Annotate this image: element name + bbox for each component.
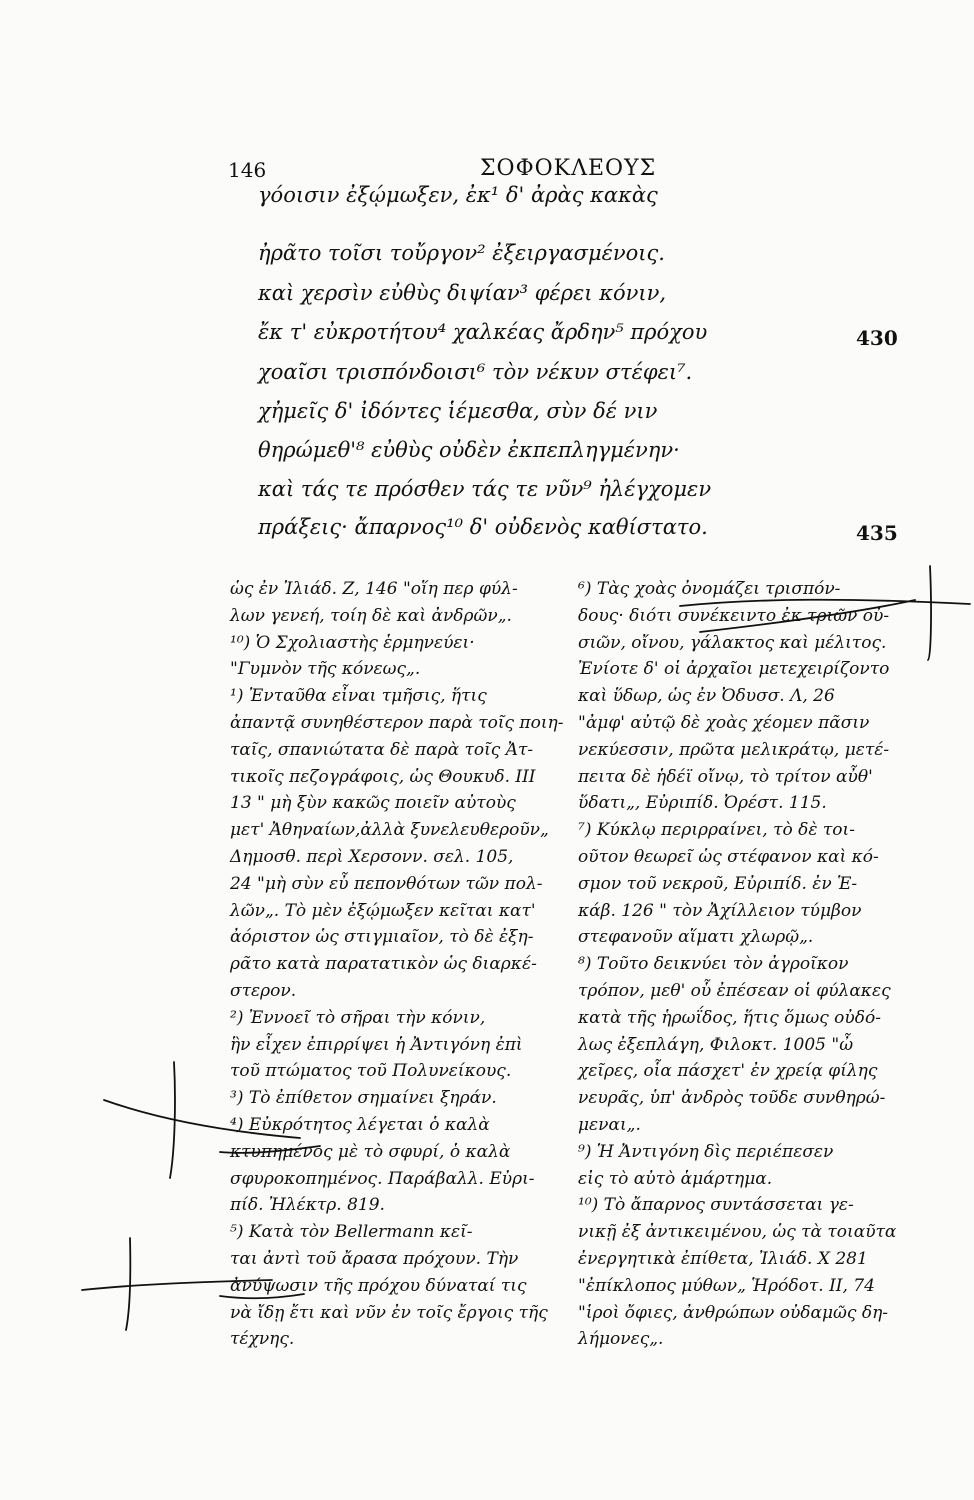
pen-stroke-right <box>680 600 970 606</box>
page-number: 146 <box>228 158 267 182</box>
footnote-line: κτυπημένος μὲ τὸ σφυρί, ὁ καλὰ <box>230 1141 511 1162</box>
footnote-line: πίδ. Ἠλέκτρ. 819. <box>230 1195 385 1216</box>
footnote-line: τέχνης. <box>230 1329 295 1350</box>
footnote-line: στεφανοῦν αἵματι χλωρῷ„. <box>578 927 814 948</box>
pen-cross-mark-left-2 <box>126 1238 130 1330</box>
footnote-line: ⁹) Ἡ Ἀντιγόνη δὶς περιέπεσεν <box>578 1141 834 1162</box>
footnote-line: ἐνεργητικὰ ἐπίθετα, Ἰλιάδ. Χ 281 <box>578 1248 868 1269</box>
footnote-line: 24 "μὴ σὺν εὖ πεπονθότων τῶν πολ- <box>230 873 543 894</box>
footnote-line: Ἐνίοτε δ' οἱ ἀρχαῖοι μετεχειρίζοντο <box>578 659 890 680</box>
footnote-line: "ἱροὶ ὄφιες, ἀνθρώπων οὐδαμῶς δη- <box>578 1302 889 1323</box>
footnote-line: ἀόριστον ὡς στιγμιαῖον, τὸ δὲ ἐξη- <box>230 927 534 948</box>
footnote-line: "ἐπίκλοπος μύθων„ Ἡρόδοτ. ΙΙ, 74 <box>578 1275 875 1296</box>
footnote-line: ἣν εἶχεν ἐπιρρίψει ἡ Ἀντιγόνη ἐπὶ <box>230 1034 523 1055</box>
footnote-line: ὡς ἐν Ἰλιάδ. Ζ, 146 "οἵη περ φύλ- <box>230 579 518 599</box>
footnote-line: ⁸) Τοῦτο δεικνύει τὸν ἀγροῖκον <box>578 954 849 975</box>
footnote-line: ¹) Ἐνταῦθα εἶναι τμῆσις, ἥτις <box>230 686 487 707</box>
footnote-line: νὰ ἴδῃ ἔτι καὶ νῦν ἐν τοῖς ἔργοις τῆς <box>230 1302 548 1323</box>
footnote-line: μετ' Ἀθηναίων,ἀλλὰ ξυνελευθεροῦν„ <box>230 820 549 841</box>
footnote-line: ⁷) Κύκλῳ περιρραίνει, τὸ δὲ τοι- <box>578 820 855 841</box>
verse-line: χοαῖσι τρισπόνδοισι⁶ τὸν νέκυν στέφει⁷. <box>258 360 693 384</box>
pen-underline-right <box>700 600 915 632</box>
footnote-line: εἰς τὸ αὐτὸ ἁμάρτημα. <box>578 1168 773 1189</box>
verse-line: ἠρᾶτο τοῖσι τοὔργον² ἐξειργασμένοις. <box>258 241 665 265</box>
footnote-line: ⁶) Τὰς χοὰς ὀνομάζει τρισπόν- <box>578 579 841 599</box>
pen-stroke-left-1 <box>104 1100 300 1138</box>
footnote-line: νικῇ ἐξ ἀντικειμένου, ὡς τὰ τοιαῦτα <box>578 1222 897 1243</box>
footnote-line: μεναι„. <box>578 1114 641 1135</box>
footnote-line: ὕδατι„, Εὐριπίδ. Ὀρέστ. 115. <box>578 793 827 814</box>
footnote-line: καὶ ὕδωρ, ὡς ἐν Ὀδυσσ. Λ, 26 <box>578 686 835 707</box>
footnote-line: λως ἐξεπλάγη, Φιλοκτ. 1005 "ὦ <box>578 1034 854 1055</box>
footnote-line: "Γυμνὸν τῆς κόνεως„. <box>230 659 421 680</box>
footnote-line: ταῖς, σπανιώτατα δὲ παρὰ τοῖς Ἀτ- <box>230 739 534 760</box>
footnote-line: οῦτον θεωρεῖ ὡς στέφανον καὶ κό- <box>578 846 879 867</box>
verse-line: πράξεις· ἄπαρνος¹⁰ δ' οὐδενὸς καθίστατο. <box>258 515 708 539</box>
verse-line: ἔκ τ' εὐκροτήτου⁴ χαλκέας ἄρδην⁵ πρόχου <box>258 320 708 344</box>
footnote-line: νευρᾶς, ὑπ' ἀνδρὸς τοῦδε συνθηρώ- <box>578 1088 886 1109</box>
verse-line: χἠμεῖς δ' ἰδόντες ἱέμεσθα, σὺν δέ νιν <box>258 399 658 423</box>
running-title: ΣΟΦΟΚΛΕΟΥΣ <box>480 156 657 181</box>
footnote-line: ¹⁰) Τὸ ἄπαρνος συντάσσεται γε- <box>578 1195 854 1216</box>
footnote-line: λῶν„. Τὸ μὲν ἐξῴμωξεν κεῖται κατ' <box>230 900 536 921</box>
footnote-line: τοῦ πτώματος τοῦ Πολυνείκους. <box>230 1061 512 1082</box>
footnote-line: λων γενεή, τοίη δὲ καὶ ἀνδρῶν„. <box>230 605 512 626</box>
footnote-line: κατὰ τῆς ἡρωΐδος, ἥτις ὅμως οὐδό- <box>578 1007 881 1028</box>
pen-cross-mark-right <box>928 566 931 660</box>
footnote-line: τικοῖς πεζογράφοις, ὡς Θουκυδ. III <box>230 766 536 787</box>
pen-underline-left <box>220 1294 304 1298</box>
footnote-line: Δημοσθ. περὶ Χερσονν. σελ. 105, <box>230 846 514 867</box>
footnote-line: ἀνύψωσιν τῆς πρόχου δύναταί τις <box>230 1275 527 1296</box>
footnote-line: σιῶν, οἴνου, γάλακτος καὶ μέλιτος. <box>578 632 887 653</box>
line-number-435: 435 <box>856 521 898 545</box>
pen-stroke-left-3 <box>82 1280 272 1290</box>
verse-line: γόοισιν ἐξῴμωξεν, ἐκ¹ δ' ἀρὰς κακὰς <box>258 183 658 207</box>
footnote-line: σφυροκοπημένος. Παράβαλλ. Εὐρι- <box>230 1168 535 1189</box>
verse-line: καὶ χερσὶν εὐθὺς διψίαν³ φέρει κόνιν, <box>258 281 667 305</box>
footnote-line: στερον. <box>230 980 297 1001</box>
footnote-line: ρᾶτο κατὰ παρατατικὸν ὡς διαρκέ- <box>230 954 537 975</box>
footnote-line: δους· διότι συνέκειντο ἐκ τριῶν οὐ- <box>578 605 890 626</box>
footnote-line: πειτα δὲ ἡδέϊ οἴνῳ, τὸ τρίτον αὖθ' <box>578 766 873 787</box>
footnote-line: ⁵) Κατὰ τὸν Bellermann κεῖ- <box>230 1222 473 1243</box>
footnote-line: χεῖρες, οἷα πάσχετ' ἐν χρείᾳ φίλης <box>578 1061 878 1082</box>
footnote-line: ται ἀντὶ τοῦ ἄρασα πρόχουν. Τὴν <box>230 1248 519 1269</box>
footnote-line: "ἀμφ' αὐτῷ δὲ χοὰς χέομεν πᾶσιν <box>578 712 870 733</box>
line-number-430: 430 <box>856 326 898 350</box>
footnote-line: ¹⁰) Ὁ Σχολιαστὴς ἑρμηνεύει· <box>230 632 475 653</box>
footnote-line: νεκύεσσιν, πρῶτα μελικράτῳ, μετέ- <box>578 739 890 760</box>
footnote-line: 13 " μὴ ξὺν κακῶς ποιεῖν αὐτοὺς <box>230 793 516 814</box>
footnote-line: ⁴) Εὐκρότητος λέγεται ὁ καλὰ <box>230 1114 490 1135</box>
footnote-line: ³) Τὸ ἐπίθετον σημαίνει ξηράν. <box>230 1088 497 1109</box>
footnote-line: σμον τοῦ νεκροῦ, Εὐριπίδ. ἐν Ἑ- <box>578 873 858 894</box>
footnote-line: ²) Ἐννοεῖ τὸ σῆραι τὴν κόνιν, <box>230 1007 486 1028</box>
verse-line: καὶ τάς τε πρόσθεν τάς τε νῦν⁹ ἠλέγχομεν <box>258 477 712 501</box>
footnote-line: κάβ. 126 " τὸν Ἀχίλλειον τύμβον <box>578 900 862 921</box>
footnote-line: λήμονες„. <box>578 1329 664 1350</box>
footnote-line: ἀπαντᾷ συνηθέστερον παρὰ τοῖς ποιη- <box>230 712 564 733</box>
verse-line: θηρώμεθ'⁸ εὐθὺς οὐδὲν ἐκπεπληγμένην· <box>258 438 680 462</box>
footnote-line: τρόπον, μεθ' οὗ ἐπέσεαν οἱ φύλακες <box>578 980 891 1001</box>
pen-stroke-left-2 <box>220 1146 320 1153</box>
